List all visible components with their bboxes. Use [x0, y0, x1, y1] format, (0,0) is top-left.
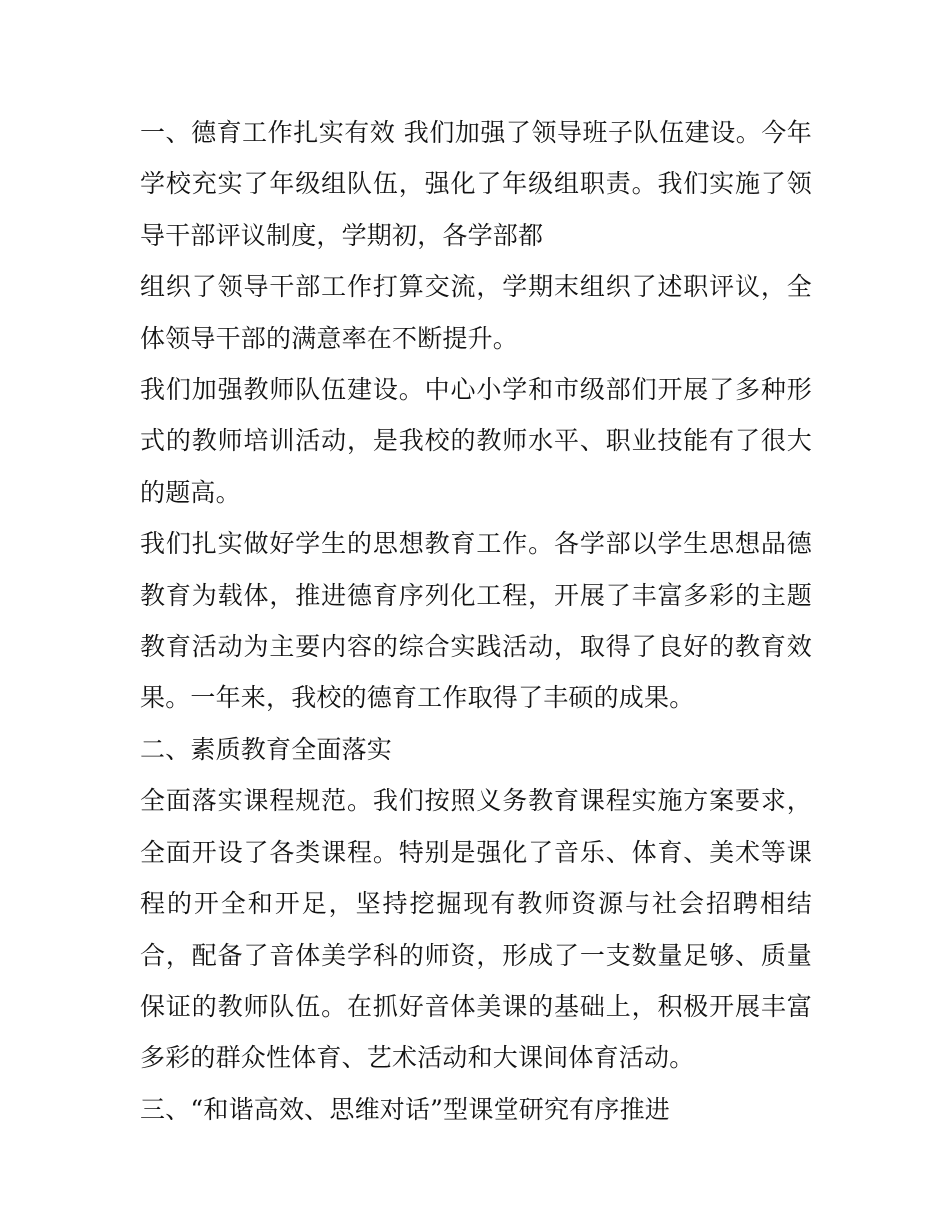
- document-body: [140, 107, 812, 1135]
- paragraph-teacher-team: 我们加强教师队伍建设。中心小学和市级部们开展了多种形式的教师培训活动，是我校的教师水平、职业技能有了很大的题高。: [140, 375, 812, 507]
- paragraph-curriculum: 全面落实课程规范。我们按照义务教育课程实施方案要求，全面开设了各类课程。特别是强化了音乐、体育、美术等课程的开全和开足，坚持挖掘现有教师资源与社会招聘相结合，配备了音体美学科的师资，形成了一支数量足够、质量保证的教师队伍。在抓好音体美课的基础上，积极开展丰富多彩的群众性体育、艺术活动和大课间体育活动。: [140, 786, 812, 1073]
- paragraph-moral-education-heading: 一、德育工作扎实有效 我们加强了领导班子队伍建设。今年学校充实了年级组队伍，强化了年级组职责。我们实施了领导干部评议制度，学期初，各学部都: [140, 118, 812, 250]
- paragraph-student-education: 我们扎实做好学生的思想教育工作。各学部以学生思想品德教育为载体，推进德育序列化工程，开展了丰富多彩的主题教育活动为主要内容的综合实践活动，取得了良好的教育效果。一年来，我校的德育工作取得了丰硕的成果。: [140, 529, 812, 713]
- section-heading-classroom-research: 三、“和谐高效、思维对话”型课堂研究有序推进: [140, 1094, 670, 1124]
- paragraph-leadership-evaluation: 组织了领导干部工作打算交流，学期末组织了述职评议，全体领导干部的满意率在不断提升。: [140, 272, 812, 353]
- section-heading-quality-education: 二、素质教育全面落实: [140, 734, 393, 764]
